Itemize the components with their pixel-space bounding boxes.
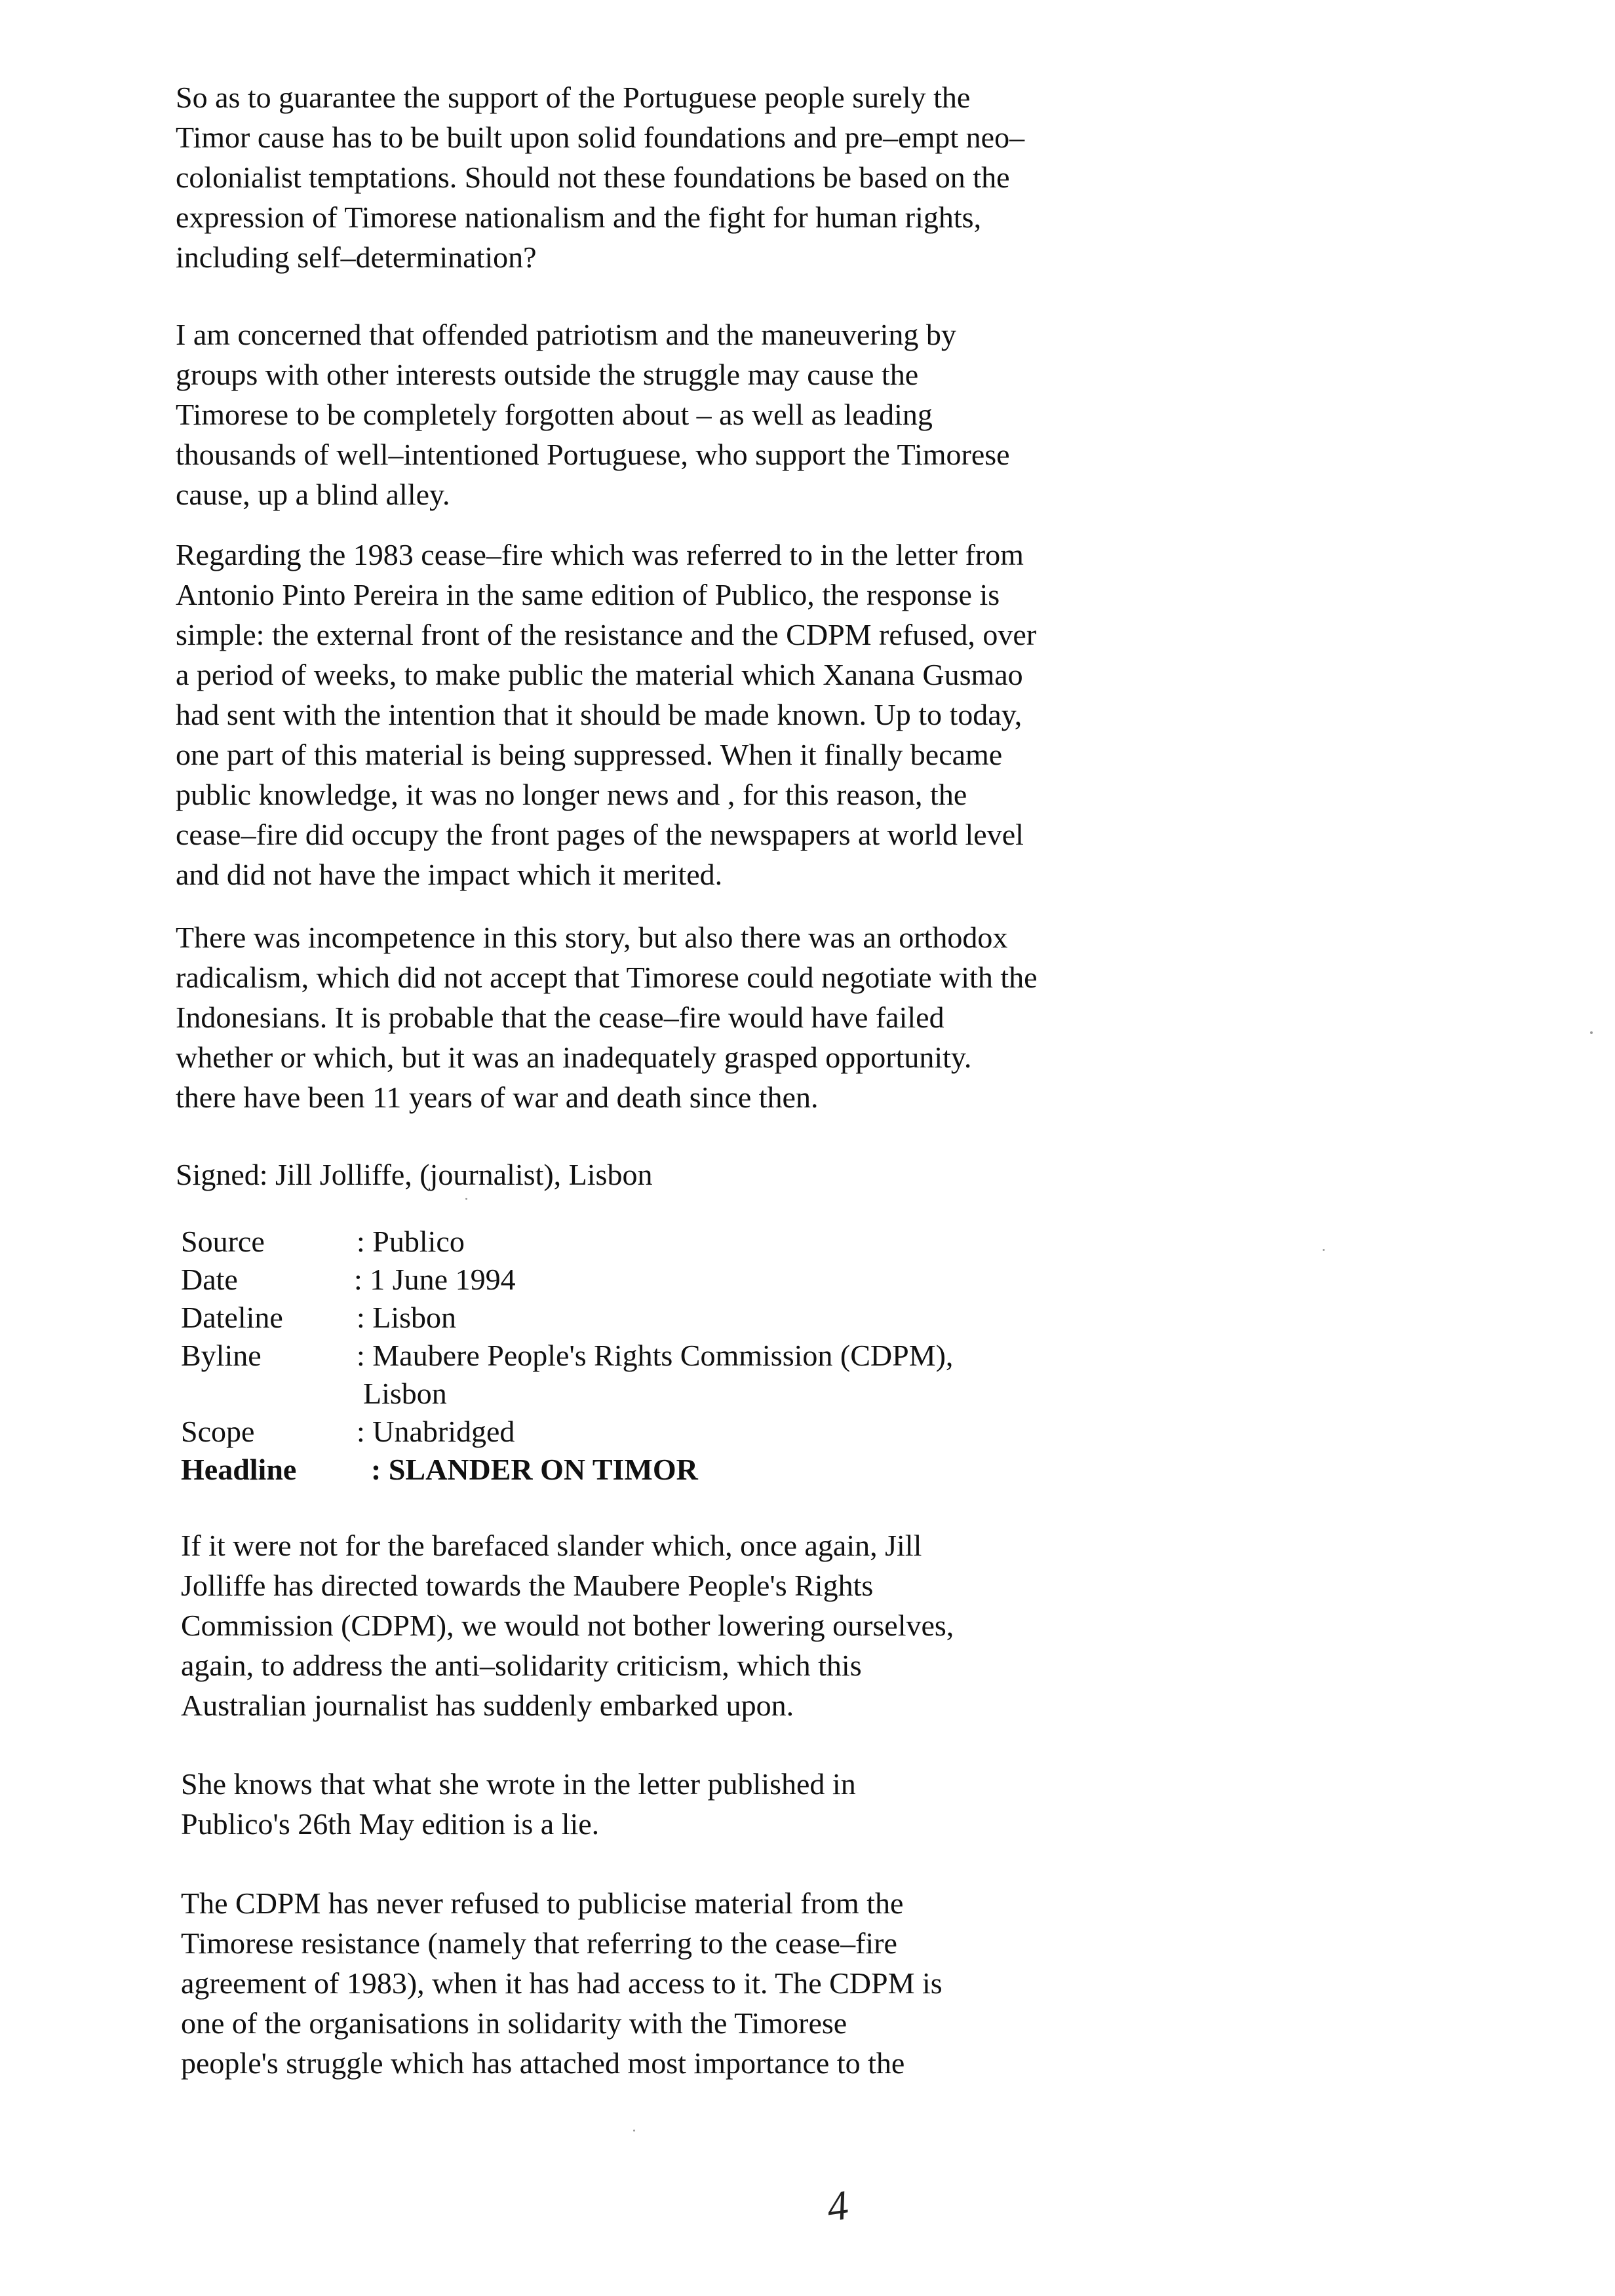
text-line: again, to address the anti–solidarity criticism, which this <box>181 1649 862 1682</box>
metadata-value: : 1 June 1994 <box>354 1263 516 1296</box>
text-line: had sent with the intention that it should be made known. Up to today, <box>176 698 1022 731</box>
paragraph-slander <box>181 1525 954 1725</box>
text-line: including self–determination? <box>176 240 537 274</box>
text-line: If it were not for the barefaced slander which, once again, Jill <box>181 1529 922 1562</box>
page-number: 4 <box>824 2181 851 2230</box>
text-line: So as to guarantee the support of the Portuguese people surely the <box>176 81 971 114</box>
text-line: Regarding the 1983 cease–fire which was referred to in the letter from <box>176 538 1024 571</box>
text-line: Signed: Jill Jolliffe, (journalist), Lisbon <box>176 1158 653 1191</box>
text-line: thousands of well–intentioned Portuguese, who support the Timorese <box>176 438 1010 471</box>
text-line: Jolliffe has directed towards the Maubere People's Rights <box>181 1569 874 1602</box>
text-line: a period of weeks, to make public the material which Xanana Gusmao <box>176 658 1023 691</box>
text-line: Antonio Pinto Pereira in the same edition of Publico, the response is <box>176 578 1000 611</box>
text-line: Australian journalist has suddenly embarked upon. <box>181 1689 794 1722</box>
metadata-label: Date <box>181 1263 238 1296</box>
text-line: groups with other interests outside the struggle may cause the <box>176 358 919 391</box>
text-line: Timorese to be completely forgotten about – as well as leading <box>176 398 933 431</box>
paragraph-lie <box>181 1764 856 1844</box>
text-line: people's struggle which has attached most importance to the <box>181 2046 905 2080</box>
text-line: Timorese resistance (namely that referring to the cease–fire <box>181 1926 897 1960</box>
scan-speck <box>1590 1031 1593 1034</box>
text-line: She knows that what she wrote in the letter published in <box>181 1767 856 1801</box>
text-line: cease–fire did occupy the front pages of the newspapers at world level <box>176 818 1024 851</box>
metadata-label: Byline <box>181 1339 262 1372</box>
text-line: there have been 11 years of war and death since then. <box>176 1081 819 1114</box>
metadata-value: Lisbon <box>363 1377 447 1410</box>
headline-title: : SLANDER ON TIMOR <box>371 1453 698 1486</box>
text-line: There was incompetence in this story, but also there was an orthodox <box>176 921 1008 954</box>
text-line: The CDPM has never refused to publicise material from the <box>181 1886 904 1920</box>
paragraph-concern <box>176 315 1010 514</box>
metadata-label: Dateline <box>181 1301 283 1334</box>
text-line: I am concerned that offended patriotism and the maneuvering by <box>176 318 956 351</box>
text-line: whether or which, but it was an inadequately grasped opportunity. <box>176 1041 972 1074</box>
scan-speck <box>465 1198 467 1200</box>
metadata-value: : Unabridged <box>357 1415 515 1448</box>
text-line: cause, up a blind alley. <box>176 478 450 511</box>
metadata-value: : Maubere People's Rights Commission (CDPM), <box>357 1339 954 1372</box>
paragraph-incompetence <box>176 917 1038 1117</box>
paragraph-portuguese-support <box>176 77 1024 277</box>
scan-speck <box>1323 1249 1325 1251</box>
text-line: Commission (CDPM), we would not bother lowering ourselves, <box>181 1609 954 1642</box>
text-line: one part of this material is being suppressed. When it finally became <box>176 738 1003 771</box>
text-line: Indonesians. It is probable that the cease–fire would have failed <box>176 1001 944 1034</box>
text-line: Timor cause has to be built upon solid foundations and pre–empt neo– <box>176 121 1025 154</box>
text-line: radicalism, which did not accept that Timorese could negotiate with the <box>176 961 1038 994</box>
text-line: and did not have the impact which it merited. <box>176 858 723 891</box>
text-line: Publico's 26th May edition is a lie. <box>181 1807 600 1841</box>
metadata-label: Scope <box>181 1415 255 1448</box>
text-line: one of the organisations in solidarity with the Timorese <box>181 2006 847 2040</box>
text-line: agreement of 1983), when it has had access to it. The CDPM is <box>181 1966 943 2000</box>
metadata-value: : Publico <box>357 1225 465 1258</box>
signature-line <box>176 1155 652 1195</box>
paragraph-cdpm-never-refused <box>181 1883 943 2083</box>
paragraph-cease-fire <box>176 535 1036 894</box>
metadata-value: : Lisbon <box>357 1301 457 1334</box>
text-line: public knowledge, it was no longer news and , for this reason, the <box>176 778 967 811</box>
text-line: simple: the external front of the resistance and the CDPM refused, over <box>176 618 1037 651</box>
scan-speck <box>633 2130 635 2132</box>
text-line: colonialist temptations. Should not these foundations be based on the <box>176 161 1010 194</box>
metadata-label: Headline <box>181 1453 297 1486</box>
text-line: expression of Timorese nationalism and the fight for human rights, <box>176 201 982 234</box>
metadata-label: Source <box>181 1225 265 1258</box>
